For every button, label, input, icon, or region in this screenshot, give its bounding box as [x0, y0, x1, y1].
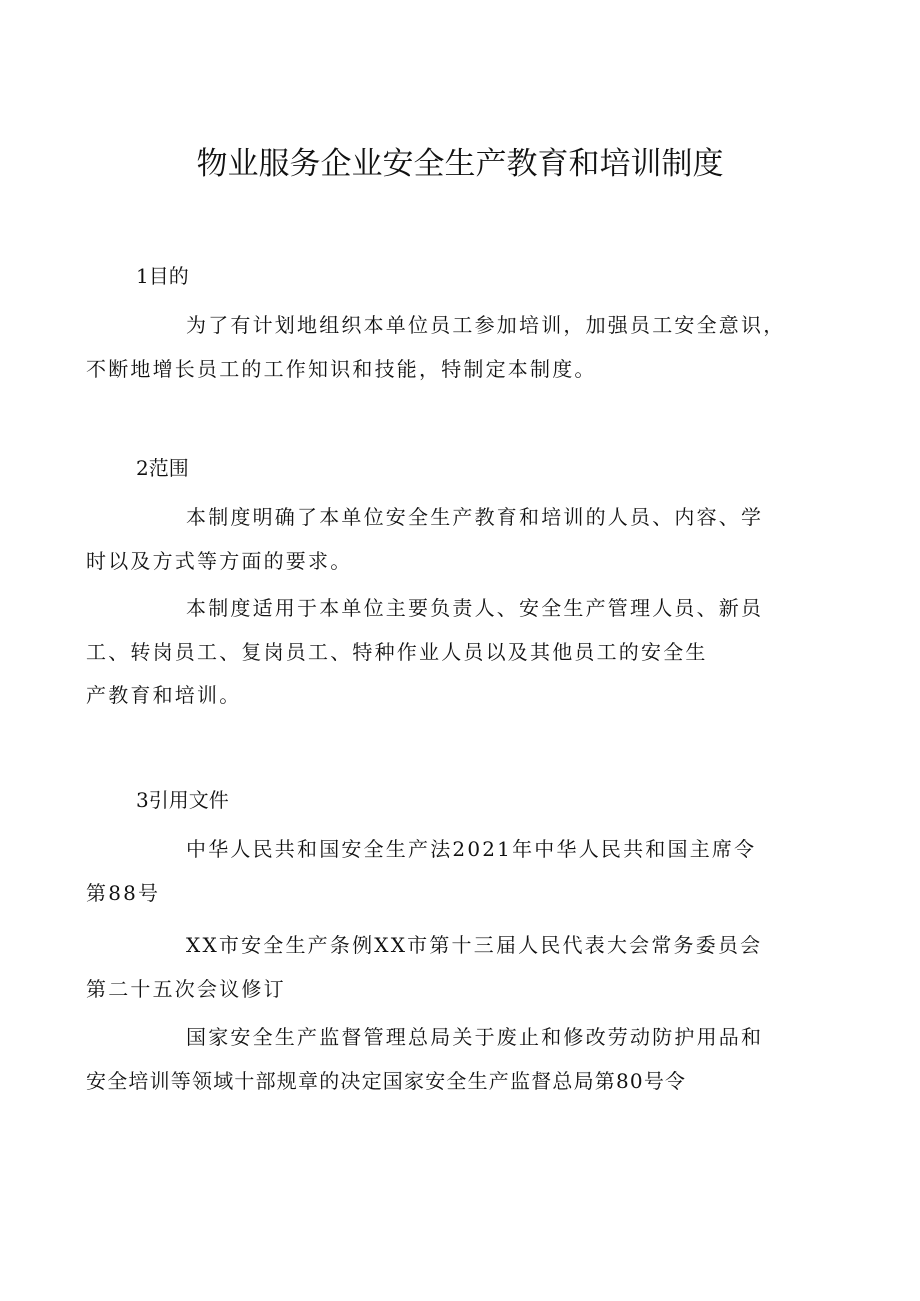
paragraph-line: 产教育和培训。: [86, 683, 242, 707]
paragraph: [86, 924, 796, 1011]
section-heading: 3引用文件: [136, 788, 229, 812]
paragraph-line: 安全培训等领域十部规章的决定国家安全生产监督总局第80号令: [86, 1068, 687, 1093]
paragraph: [86, 1016, 796, 1103]
paragraph-line: 第88号: [86, 880, 161, 905]
paragraph-line: 工、转岗员工、复岗员工、特种作业人员以及其他员工的安全生: [86, 639, 708, 664]
paragraph-line: 时以及方式等方面的要求。: [86, 548, 353, 573]
paragraph-line: XX市安全生产条例XX市第十三届人民代表大会常务委员会: [186, 933, 763, 957]
paragraph-line: 国家安全生产监督管理总局关于废止和修改劳动防护用品和: [186, 1025, 764, 1049]
paragraph-line: 为了有计划地组织本单位员工参加培训，加强员工安全意识，: [186, 313, 786, 337]
paragraph-line: 中华人民共和国安全生产法2021年中华人民共和国主席令: [186, 837, 757, 861]
paragraph-line: 本制度适用于本单位主要负责人、安全生产管理人员、新员: [186, 596, 764, 620]
paragraph-line: 第二十五次会议修订: [86, 976, 286, 1001]
paragraph: [86, 304, 796, 391]
paragraph-line: 不断地增长员工的工作知识和技能，特制定本制度。: [86, 356, 597, 381]
section-heading: 1目的: [136, 264, 189, 288]
document-title: 物业服务企业安全生产教育和培训制度: [196, 146, 724, 182]
paragraph-line: 本制度明确了本单位安全生产教育和培训的人员、内容、学: [186, 505, 764, 529]
section-heading: 2范围: [136, 456, 189, 480]
paragraph: [86, 496, 796, 583]
paragraph: [86, 828, 796, 915]
paragraph: [86, 587, 796, 718]
